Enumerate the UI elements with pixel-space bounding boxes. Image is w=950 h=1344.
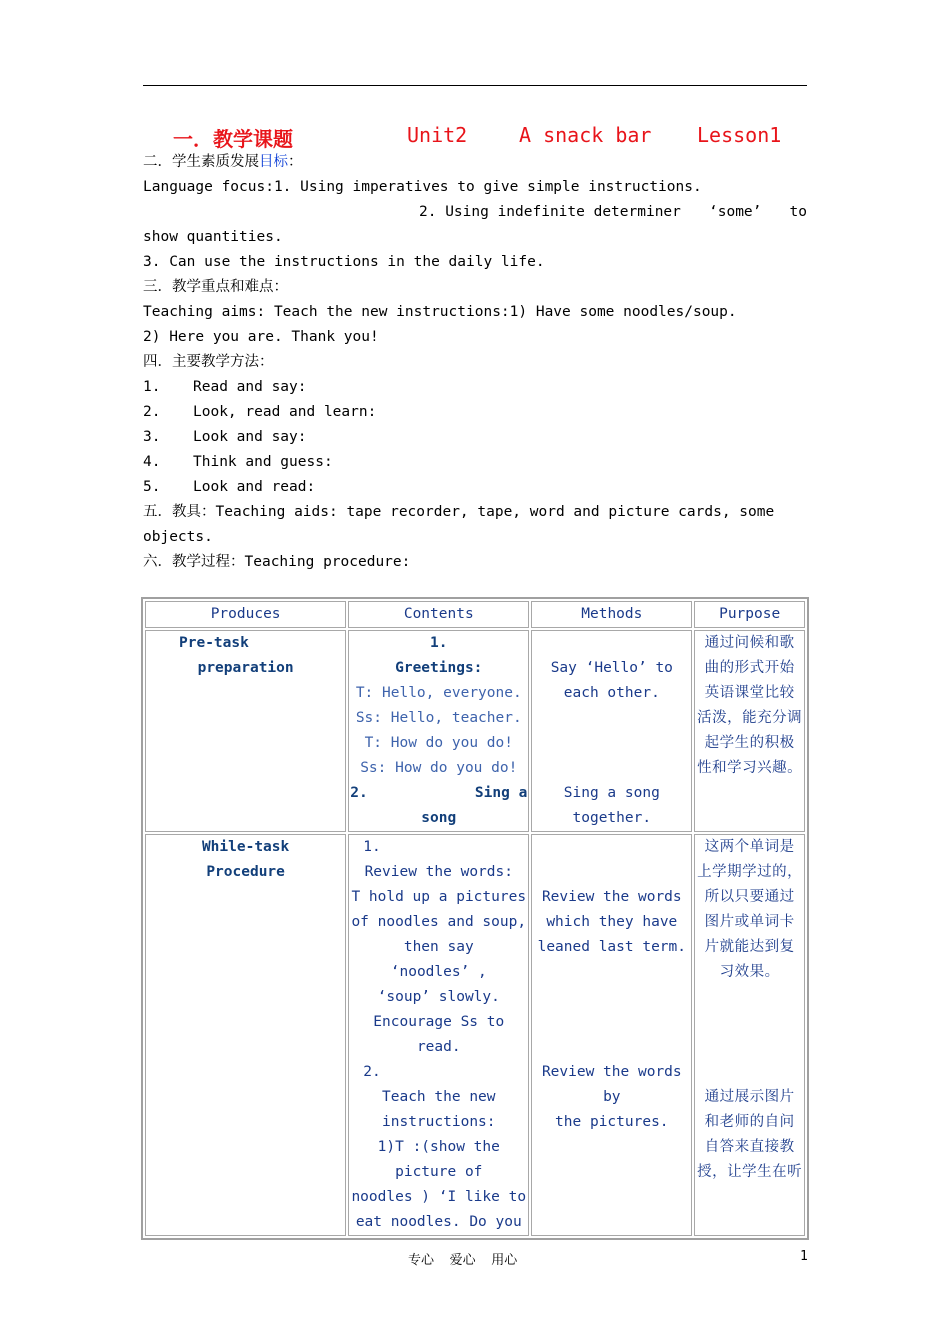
method-item: 4. Think and guess:: [143, 454, 333, 470]
header-purpose: Purpose: [694, 601, 805, 628]
header-contents: Contents: [348, 601, 529, 628]
title-topic: A snack bar: [519, 123, 652, 147]
contents-cell: 1. Greetings: T: Hello, everyone. Ss: Hello, teacher. T: How do you do! Ss: How do you do! 2. Sing a song: [348, 630, 529, 832]
method-item: 3. Look and say:: [143, 429, 307, 445]
document-body: [143, 150, 807, 575]
teaching-aids-cont: objects.: [143, 529, 213, 545]
page-number: 1: [800, 1249, 808, 1264]
teaching-aids: 五．教具：Teaching aids: tape recorder, tape, word and picture cards, some: [143, 504, 775, 520]
method-item: 2. Look, read and learn:: [143, 404, 377, 420]
title-cn: 一．教学课题: [173, 127, 293, 151]
method-item: 5. Look and read:: [143, 479, 316, 495]
footer-motto: 专心 爱心 用心: [408, 1253, 518, 1268]
purpose-cell: 这两个单词是 上学期学过的， 所以只要通过 图片或单词卡 片就能达到复 习效果。 通过展示图片 和老师的自问 自答来直接教 授，让学生在听: [694, 834, 805, 1236]
lesson-title: [143, 123, 807, 153]
teaching-aims-1: Teaching aims: Teach the new instructions:1) Have some noodles/soup.: [143, 304, 737, 320]
table-row: [145, 834, 805, 1236]
section-6-heading: 六．教学过程：Teaching procedure:: [143, 554, 411, 570]
purpose-cell: 通过问候和歌 曲的形式开始 英语课堂比较 活泼，能充分调 起学生的积极 性和学习兴趣。: [694, 630, 805, 832]
table-header-row: [145, 601, 805, 628]
table-row: [145, 630, 805, 832]
section-4-heading: 四．主要教学方法：: [143, 354, 274, 370]
contents-cell: 1. Review the words: T hold up a pictures of noodles and soup, then say ‘noodles’ , ‘soup’ slowly. Encourage Ss to read. 2. Teach the new instructions: 1)T :(show the picture of noodles ) ‘I like to eat noodles. Do you: [348, 834, 529, 1236]
stage-cell: Pre-task preparation: [145, 630, 346, 832]
language-focus-2: 2. Using indefinite determiner ‘some’ to: [419, 204, 807, 220]
header-methods: Methods: [531, 601, 692, 628]
teaching-procedure-table: [141, 597, 809, 1240]
language-focus-2-cont: show quantities.: [143, 229, 283, 245]
header-rule: [143, 85, 807, 86]
method-item: 1. Read and say:: [143, 379, 307, 395]
stage-cell: While-task Procedure: [145, 834, 346, 1236]
title-unit: Unit2: [407, 123, 468, 147]
language-focus-3: 3. Can use the instructions in the daily life.: [143, 254, 545, 270]
language-focus-1: Language focus:1. Using imperatives to give simple instructions.: [143, 179, 702, 195]
header-produces: Produces: [145, 601, 346, 628]
methods-cell: Review the words which they have leaned last term. Review the words by the pictures.: [531, 834, 692, 1236]
methods-cell: Say ‘Hello’ to each other. Sing a song together.: [531, 630, 692, 832]
title-lesson: Lesson1: [697, 123, 782, 147]
section-2-heading: 二．学生素质发展目标：: [143, 154, 303, 170]
teaching-aims-2: 2) Here you are. Thank you!: [143, 329, 379, 345]
section-3-heading: 三．教学重点和难点：: [143, 279, 288, 295]
